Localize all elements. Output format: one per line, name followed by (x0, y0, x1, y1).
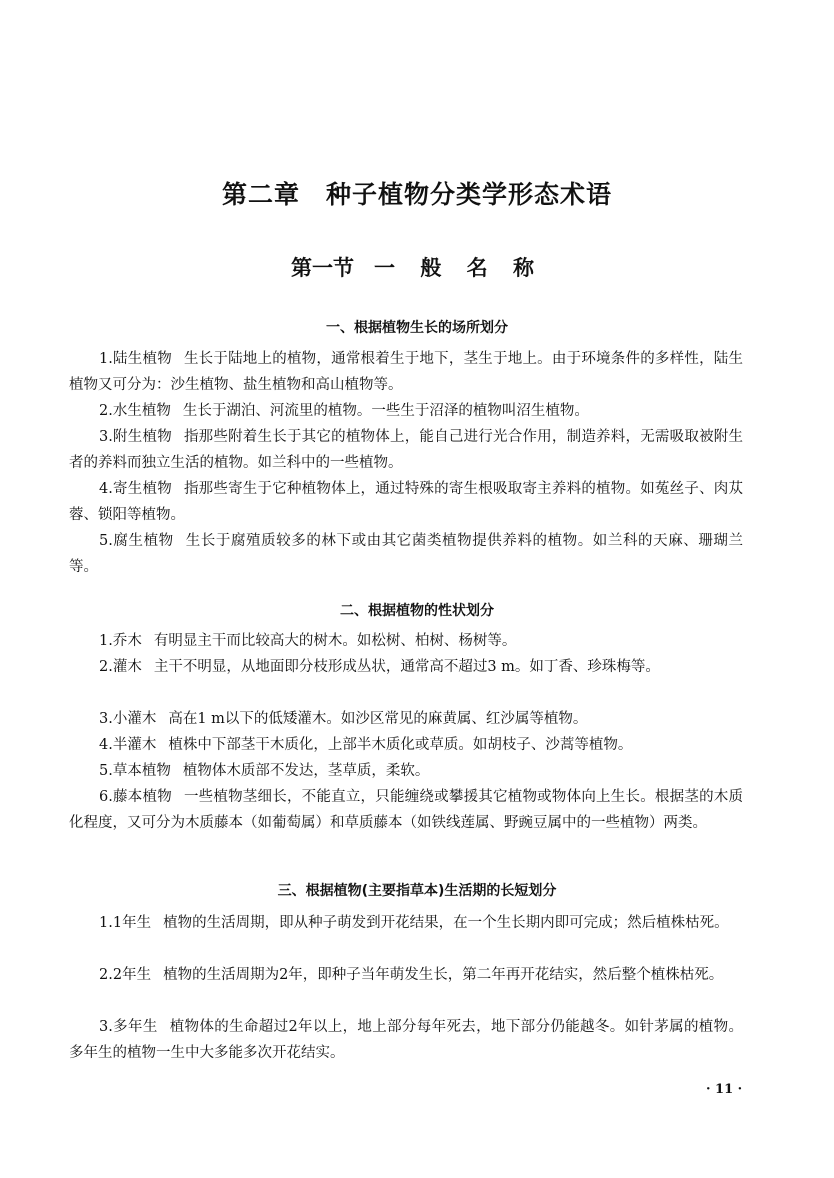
term: 附生植物 (112, 429, 172, 445)
list-item: 3.附生植物 指那些附着生长于其它的植物体上，能自己进行光合作用，制造养料，无需吸取被附生者的养料而独立生活的植物。如兰科中的一些植物。 (69, 429, 744, 471)
chapter-title (0, 175, 834, 211)
list-item: 5.草本植物 植物体木质部不发达，茎草质，柔软。 (99, 763, 430, 779)
group-heading-2: 二、根据植物的性状划分 (340, 603, 494, 619)
list-item: 1.乔木 有明显主干而比较高大的树木。如松树、柏树、杨树等。 (99, 633, 517, 649)
section-title (0, 252, 834, 282)
chapter-name: 种子植物分类学形态术语 (326, 180, 613, 209)
group-heading-3: 三、根据植物(主要指草本)生活期的长短划分 (277, 883, 557, 899)
term: 草本植物 (112, 763, 171, 779)
term: 2年生 (112, 967, 152, 983)
term: 乔木 (112, 633, 142, 649)
list-item: 1.陆生植物 生长于陆地上的植物，通常根着生于地下，茎生于地上。由于环境条件的多样性，陆生植物又可分为：沙生植物、盐生植物和高山植物等。 (69, 351, 744, 393)
term: 寄生植物 (112, 481, 172, 497)
list-item: 4.半灌木 植株中下部茎干木质化，上部半木质化或草质。如胡枝子、沙蒿等植物。 (99, 737, 633, 753)
section-name: 一 般 名 称 (374, 255, 543, 280)
term: 藤本植物 (112, 789, 172, 805)
term: 1年生 (112, 915, 152, 931)
list-item: 3.小灌木 高在1 m以下的低矮灌木。如沙区常见的麻黄属、红沙属等植物。 (99, 711, 588, 727)
list-item: 1.1年生 植物的生活周期，即从种子萌发到开花结果，在一个生长期内即可完成；然后植株枯死。 (99, 915, 729, 931)
list-item: 2.水生植物 生长于湖泊、河流里的植物。一些生于沼泽的植物叫沼生植物。 (99, 403, 589, 419)
term: 多年生 (112, 1019, 158, 1035)
list-item: 2.灌木 主干不明显，从地面即分枝形成丛状，通常高不超过3 m。如丁香、珍珠梅等。 (99, 659, 660, 675)
term: 陆生植物 (112, 351, 172, 367)
list-item: 4.寄生植物 指那些寄生于它种植物体上，通过特殊的寄生根吸取寄主养料的植物。如菟丝子、肉苁蓉、锁阳等植物。 (69, 481, 744, 523)
term: 灌木 (112, 659, 142, 675)
list-item: 2.2年生 植物的生活周期为2年，即种子当年萌发生长，第二年再开花结实，然后整个植株枯死。 (99, 967, 724, 983)
list-item: 6.藤本植物 一些植物茎细长，不能直立，只能缠绕或攀援其它植物或物体向上生长。根据茎的木质化程度，又可分为木质藤本（如葡萄属）和草质藤本（如铁线莲属、野豌豆属中的一些植物）两类。 (69, 789, 744, 831)
page-number: · 11 · (706, 1082, 743, 1097)
section-number: 第一节 (291, 255, 355, 280)
chapter-number: 第二章 (221, 180, 300, 209)
list-item: 5.腐生植物 生长于腐殖质较多的林下或由其它菌类植物提供养料的植物。如兰科的天麻、珊瑚兰等。 (69, 533, 744, 575)
list-item: 3.多年生 植物体的生命超过2年以上，地上部分每年死去，地下部分仍能越冬。如针茅属的植物。多年生的植物一生中大多能多次开花结实。 (69, 1019, 743, 1061)
term: 半灌木 (112, 737, 157, 753)
term: 腐生植物 (112, 533, 174, 549)
group-heading-1: 一、根据植物生长的场所划分 (326, 320, 508, 336)
term: 水生植物 (112, 403, 171, 419)
term: 小灌木 (112, 711, 157, 727)
